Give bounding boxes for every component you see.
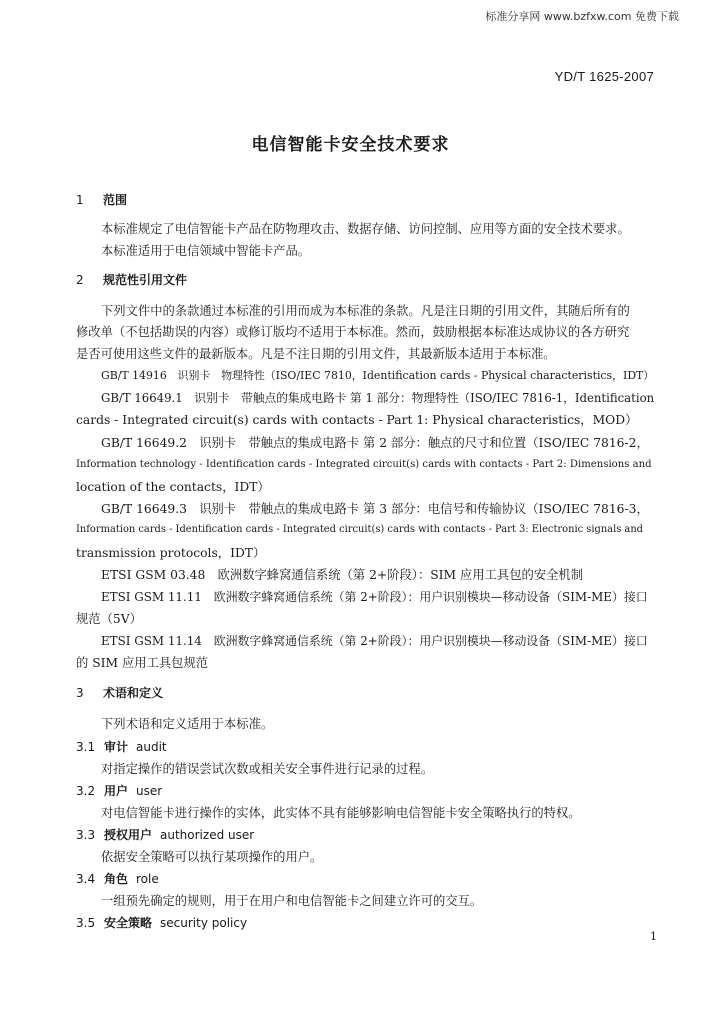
term-number: 3.5 (76, 916, 96, 930)
term-chinese: 审计 (104, 740, 129, 754)
term-number: 3.4 (76, 872, 96, 886)
section-number: 2 (76, 273, 84, 287)
references-intro-line-3: 是否可使用这些文件的最新版本。凡是不注日期的引用文件，其最新版本适用于本标准。 (76, 347, 556, 361)
section-number: 3 (76, 686, 84, 700)
term-number: 3.2 (76, 784, 96, 798)
watermark: 标准分享网 www.bzfxw.com 免费下载 (485, 10, 679, 23)
reference-gbt-16649-1-line-1: GB/T 16649.1 识别卡 带触点的集成电路卡 第 1 部分：物理特性（ISO/IEC 7816-1，Identification (101, 391, 655, 405)
term-heading (76, 871, 159, 887)
section-2-heading (76, 272, 187, 288)
reference-gbt-14916: GB/T 14916 识别卡 物理特性（ISO/IEC 7810，Identification cards - Physical characteristics，IDT） (101, 369, 655, 382)
reference-etsi-gsm-03-48: ETSI GSM 03.48 欧洲数字蜂窝通信系统（第 2+阶段）：SIM 应用工具包的安全机制 (101, 568, 584, 582)
references-intro-line-1: 下列文件中的条款通过本标准的引用而成为本标准的条款。凡是注日期的引用文件，其随后所有的 (101, 304, 630, 318)
reference-gbt-16649-3-line-1: GB/T 16649.3 识别卡 带触点的集成电路卡 第 3 部分：电信号和传输协议（ISO/IEC 7816-3， (101, 502, 649, 516)
term-definition: 一组预先确定的规则，用于在用户和电信智能卡之间建立许可的交互。 (101, 894, 483, 908)
term-english: audit (136, 740, 167, 754)
references-intro-line-2: 修改单（不包括勘误的内容）或修订版均不适用于本标准。然而，鼓励根据本标准达成协议的各方研究 (76, 325, 630, 339)
term-heading (76, 783, 162, 799)
reference-gbt-16649-2-line-1: GB/T 16649.2 识别卡 带触点的集成电路卡 第 2 部分：触点的尺寸和位置（ISO/IEC 7816-2， (101, 436, 649, 450)
term-number: 3.1 (76, 740, 96, 754)
section-1-heading (76, 192, 127, 208)
term-english: security policy (160, 916, 248, 930)
term-english: authorized user (160, 828, 255, 842)
term-chinese: 授权用户 (104, 828, 153, 842)
section-3-heading (76, 685, 163, 701)
term-definition: 对指定操作的错误尝试次数或相关安全事件进行记录的过程。 (101, 762, 434, 776)
term-chinese: 用户 (104, 784, 129, 798)
term-english: role (136, 872, 159, 886)
terms-intro: 下列术语和定义适用于本标准。 (101, 717, 274, 731)
reference-etsi-gsm-11-11-line-2: 规范（5V） (76, 612, 142, 626)
term-english: user (136, 784, 163, 798)
section-number: 1 (76, 193, 84, 207)
term-number: 3.3 (76, 828, 96, 842)
page-number: 1 (650, 930, 657, 943)
scope-paragraph-2: 本标准适用于电信领域中智能卡产品。 (101, 244, 311, 258)
section-title: 规范性引用文件 (103, 273, 188, 287)
term-chinese: 安全策略 (104, 916, 153, 930)
reference-etsi-gsm-11-11-line-1: ETSI GSM 11.11 欧洲数字蜂窝通信系统（第 2+阶段）：用户识别模块—移动设备（SIM-ME）接口 (101, 590, 648, 604)
term-heading (76, 915, 247, 931)
reference-gbt-16649-3-line-3: transmission protocols，IDT） (76, 546, 266, 560)
reference-gbt-16649-3-line-2: Information cards - Identification cards - Integrated circuit(s) cards with contacts - Part 3: Electronic signals and (76, 524, 644, 535)
term-chinese: 角色 (104, 872, 129, 886)
term-heading (76, 739, 167, 755)
reference-etsi-gsm-11-14-line-1: ETSI GSM 11.14 欧洲数字蜂窝通信系统（第 2+阶段）：用户识别模块—移动设备（SIM-ME）接口 (101, 634, 648, 648)
reference-gbt-16649-2-line-2: Information technology - Identification cards - Integrated circuit(s) cards with contacts - Part 2: Dimensions and (76, 459, 652, 470)
scope-paragraph-1: 本标准规定了电信智能卡产品在防物理攻击、数据存储、访问控制、应用等方面的安全技术要求。 (101, 222, 630, 236)
reference-gbt-16649-1-line-2: cards - Integrated circuit(s) cards with contacts - Part 1: Physical characteristics，MOD） (76, 413, 638, 427)
term-definition: 依据安全策略可以执行某项操作的用户。 (101, 850, 323, 864)
term-heading (76, 827, 254, 843)
document-title: 电信智能卡安全技术要求 (251, 135, 450, 155)
section-title: 术语和定义 (103, 686, 164, 700)
section-title: 范围 (103, 193, 128, 207)
term-definition: 对电信智能卡进行操作的实体，此实体不具有能够影响电信智能卡安全策略执行的特权。 (101, 806, 581, 820)
reference-gbt-16649-2-line-3: location of the contacts，IDT） (76, 480, 270, 494)
reference-etsi-gsm-11-14-line-2: 的 SIM 应用工具包规范 (76, 656, 209, 670)
standard-number: YD/T 1625-2007 (554, 69, 654, 84)
